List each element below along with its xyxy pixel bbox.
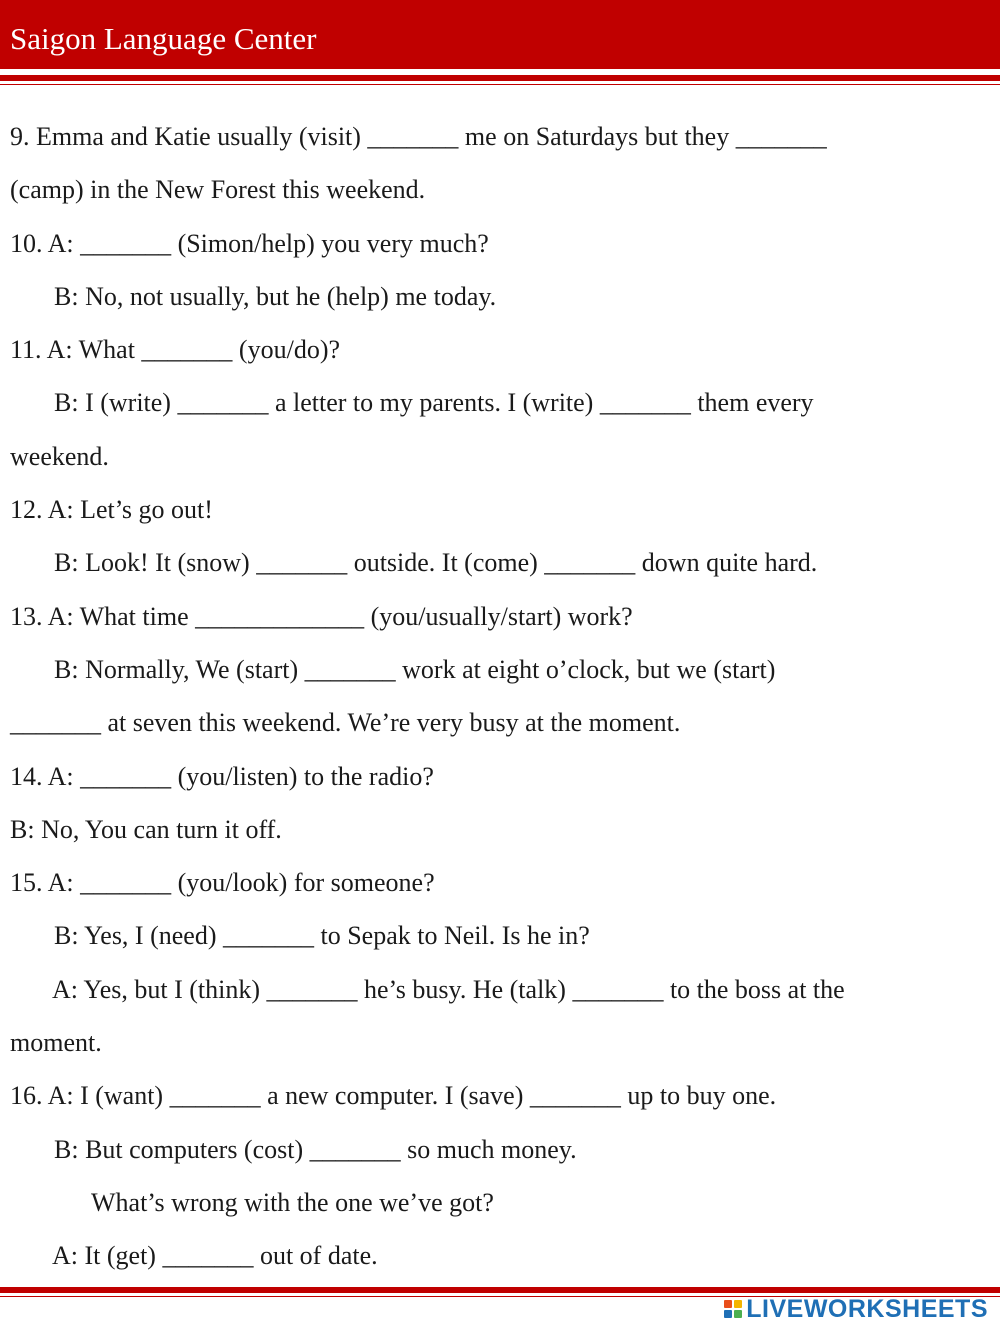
exercise-line: B: I (write) _______ a letter to my parents. I (write) _______ them every (54, 388, 814, 418)
exercise-line: 10. A: _______ (Simon/help) you very much? (10, 228, 489, 258)
exercise-line: A: Yes, but I (think) _______ he’s busy. He (talk) _______ to the boss at the (52, 974, 845, 1004)
exercise-line: 14. A: _______ (you/listen) to the radio? (10, 761, 434, 791)
exercise-line: 9. Emma and Katie usually (visit) _______ me on Saturdays but they _______ (10, 122, 827, 151)
logo-square (734, 1300, 742, 1308)
exercise-line: 16. A: I (want) _______ a new computer. I (save) _______ up to buy one. (10, 1081, 777, 1111)
exercise-line: B: Yes, I (need) _______ to Sepak to Neil. Is he in? (54, 921, 590, 951)
exercise-line: 15. A: _______ (you/look) for someone? (10, 868, 435, 898)
exercise-line: (camp) in the New Forest this weekend. (10, 175, 426, 205)
logo-square (734, 1310, 742, 1318)
header-bar (0, 0, 1000, 69)
exercise-line: weekend. (10, 441, 109, 471)
exercise-line: B: Normally, We (start) _______ work at eight o’clock, but we (start) (54, 654, 776, 684)
brand-name: LIVEWORKSHEETS (746, 1294, 988, 1323)
exercise-content (10, 110, 970, 1283)
exercise-line: 12. A: Let’s go out! (10, 495, 213, 525)
exercise-line: B: But computers (cost) _______ so much money. (54, 1134, 577, 1164)
page-title: Saigon Language Center (10, 21, 317, 56)
exercise-line: A: It (get) _______ out of date. (52, 1241, 378, 1271)
exercise-line: B: No, not usually, but he (help) me today. (54, 281, 497, 311)
exercise-line: 13. A: What time _____________ (you/usually/start) work? (10, 601, 633, 631)
exercise-line: 11. A: What _______ (you/do)? (10, 335, 341, 365)
exercise-line: What’s wrong with the one we’ve got? (91, 1187, 494, 1217)
liveworksheets-logo-icon (724, 1300, 742, 1318)
liveworksheets-brand (724, 1294, 988, 1324)
exercise-line: moment. (10, 1028, 102, 1058)
exercise-line: B: Look! It (snow) _______ outside. It (come) _______ down quite hard. (54, 548, 818, 578)
footer-divider (0, 1287, 1000, 1293)
header-divider (0, 75, 1000, 81)
logo-square (724, 1300, 732, 1308)
exercise-line: _______ at seven this weekend. We’re very busy at the moment. (10, 708, 681, 738)
header-divider-thin (0, 84, 1000, 85)
exercise-line: B: No, You can turn it off. (10, 814, 282, 844)
logo-square (724, 1310, 732, 1318)
